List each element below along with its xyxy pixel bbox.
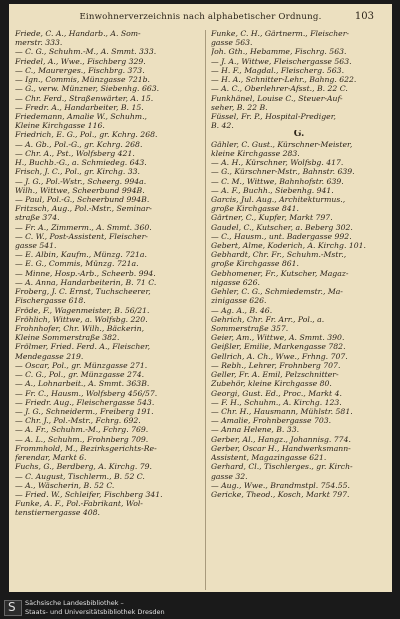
- entry-line: — Anna Helene, B. 33.: [211, 425, 300, 435]
- entry-line: Funke, A. F., Pol.-Fabrikant, Wol-: [15, 499, 143, 509]
- entry-line: — A. C., Oberlehrer-Afsst., B. 22 C.: [211, 84, 348, 94]
- entry-line: — Friedr. Aug., Fleischergasse 543.: [15, 397, 155, 407]
- entry-line: Fröhlich, Wittwe, a. Wolfsbg. 220.: [15, 314, 148, 324]
- section-heading: G.: [293, 130, 305, 140]
- entry-line: gasse 563.: [211, 38, 253, 48]
- entry-line: merstr. 333.: [15, 38, 63, 48]
- footer-line-2: Staats- und Universitätsbibliothek Dresden: [25, 608, 165, 616]
- entry-line: Füssel, Fr. P., Hospital-Prediger,: [211, 111, 336, 121]
- entry-line: — A. H., Kürschner, Wolfsbg. 417.: [211, 158, 344, 168]
- entry-line: nigasse 626.: [211, 277, 260, 287]
- entry-line: Georgi, Gust. Ed., Proc., Markt 4.: [211, 388, 342, 398]
- page-header: [9, 12, 392, 26]
- entry-line: seher, B. 22 B.: [211, 102, 268, 112]
- entry-line: — C., Hausm., unt. Badergasse 992.: [211, 231, 352, 241]
- page-number: 103: [354, 11, 374, 22]
- entry-line: Frommhold, M., Bezirksgerichts-Re-: [15, 443, 157, 453]
- entry-line: — F. H., Schuhm., A. Kirchg. 123.: [211, 397, 342, 407]
- entry-line: — A. L., Schuhm., Frohnberg 709.: [15, 434, 149, 444]
- entry-line: — C. M., Wittwe, Bahnhofstr. 639.: [211, 176, 344, 186]
- entry-line: — Fredr. A., Handarbeiter, B. 15.: [15, 102, 144, 112]
- entry-line: Gebhomener, Fr., Kutscher, Magaz-: [211, 268, 349, 278]
- entry-line: Kleine Sommerstraße 382.: [15, 333, 120, 343]
- entry-line: Gellrich, A. Ch., Wwe., Frhng. 707.: [211, 351, 348, 361]
- entry-line: — Oscar, Pol., gr. Münzgasse 271.: [15, 360, 148, 370]
- entry-line: tenstiernergasse 408.: [15, 508, 100, 518]
- entry-line: — Ign., Commis, Münzgasse 721b.: [15, 75, 151, 85]
- entry-line: Gebhardt, Chr. Fr., Schuhm.-Mstr.,: [211, 250, 347, 260]
- entry-line: Joh. Gth., Hebamme, Fischrg. 563.: [211, 47, 347, 57]
- entry-line: Gerber, Al., Hangz., Johannisg. 774.: [211, 434, 351, 444]
- right-column: [211, 29, 387, 592]
- entry-line: — C. G., Pol., gr. Münzgasse 274.: [15, 370, 145, 380]
- entry-line: — J. G., Schneiderm., Freiberg 191.: [15, 406, 154, 416]
- entry-line: — A. Anna, Handarbeiterin, B. 71 C.: [15, 277, 157, 287]
- entry-line: Garcis, Jul. Aug., Architekturmus.,: [211, 194, 346, 204]
- entry-line: Funke, C. H., Gärtnerm., Fleischer-: [211, 29, 349, 38]
- entry-line: — C. W., Post-Assistent, Fleischer-: [15, 231, 148, 241]
- entry-line: — Fried. W., Schleifer, Fischberg 341.: [15, 489, 163, 499]
- entry-line: Wilh., Wittwe, Scheerbund 994B.: [15, 185, 145, 195]
- entry-line: — H. A., Schnitter-Lehr., Bahng. 622.: [211, 75, 357, 85]
- entry-line: — A., Wäscherin, B. 52 C.: [15, 480, 115, 490]
- entry-line: Friedemann, Amalie W., Schuhm.,: [15, 111, 147, 121]
- entry-line: Fritzsch, Aug., Pol.-Mstr., Seminar-: [15, 204, 152, 214]
- entry-line: — Chr. A., Pst., Wolfsberg 421.: [15, 148, 135, 158]
- entry-line: Zubehör, kleine Kirchgasse 80.: [211, 379, 332, 389]
- entry-line: — Chr. Ferd., Straßenwärter, A. 15.: [15, 93, 154, 103]
- entry-line: — Minne, Hosp.-Arb., Scheerb. 994.: [15, 268, 156, 278]
- entry-line: — J. G., Pol.-Wstr., Scheerg. 994a.: [15, 176, 147, 186]
- entry-line: — H. F., Magdal., Fleischerg. 563.: [211, 65, 345, 75]
- entry-line: Funkhänel, Louise C., Steuer-Auf-: [211, 93, 343, 103]
- entry-line: Gehrich, Chr. Fr. Arr., Pol., a.: [211, 314, 325, 324]
- entry-line: zinigasse 626.: [211, 296, 267, 306]
- entry-line: Gerber, Oscar H., Handwerksmann-: [211, 443, 351, 453]
- footer-line-1: Sächsische Landesbibliothek –: [25, 599, 124, 607]
- entry-line: große Kirchgasse 841.: [211, 204, 299, 214]
- entry-line: — E. G., Commis, Münzg. 721a.: [15, 259, 139, 269]
- entry-line: Friedrich, E. G., Pol., gr. Kchrg. 268.: [15, 130, 158, 140]
- entry-line: — J. A., Wittwe, Fleischergasse 563.: [211, 56, 352, 66]
- entry-line: Gärtner, C., Kupfer, Markt 797.: [211, 213, 333, 223]
- entry-line: — A. Fr., Schuhm.-M., Fchrg. 769.: [15, 425, 149, 435]
- entry-line: — G., verw. Münzner, Siebenhg. 663.: [15, 84, 160, 94]
- entry-line: — C., Maurerges., Fischbrg. 373.: [15, 65, 145, 75]
- entry-line: Gaudel, C., Kutscher, a. Beberg 302.: [211, 222, 353, 232]
- entry-line: ferendar, Markt 6.: [15, 453, 87, 463]
- entry-line: Friedel, A., Wwe., Fischberg 329.: [15, 56, 146, 66]
- entry-line: H., Buchb.-G., a. Schmiedeg. 643.: [15, 158, 147, 168]
- entry-line: große Kirchgasse 861.: [211, 259, 299, 269]
- entry-line: Assistent, Magazingasse 621.: [211, 453, 327, 463]
- entry-line: — C. G., Schuhm.-M., A. Smmt. 333.: [15, 47, 157, 57]
- left-column: [15, 29, 191, 592]
- header-title: Einwohnerverzeichnis nach alphabetischer Ordnung.: [79, 12, 322, 22]
- entry-line: — G., Kürschner-Mstr., Bahnstr. 639.: [211, 167, 355, 177]
- entry-line: Froberg, J. C. Ernst, Tuchscheerer,: [15, 287, 151, 297]
- entry-line: Kleine Kirchgasse 116.: [15, 121, 105, 131]
- entry-line: — Paul, Pol.-G., Scheerbund 994B.: [15, 194, 150, 204]
- entry-line: B. 42.: [211, 121, 234, 131]
- entry-line: Frölmer, Fried. Ferd. A., Fleischer,: [15, 342, 151, 352]
- entry-line: gasse 32.: [211, 471, 248, 481]
- entry-line: Gebert, Alme, Koderich, A. Kirchg. 101.: [211, 241, 366, 251]
- entry-line: — Fr. A., Zimmerm., A. Smmt. 360.: [15, 222, 152, 232]
- entry-line: kleine Kirchgasse 283.: [211, 148, 300, 158]
- entry-line: Mendegasse 219.: [15, 351, 84, 361]
- entry-line: — Chr. J., Pol.-Mstr., Fchrg. 692.: [15, 416, 141, 426]
- entry-line: Geißler, Emilie, Markengasse 782.: [211, 342, 346, 352]
- entry-line: — A. F., Buchh., Siebenhg. 941.: [211, 185, 334, 195]
- entry-line: Gericke, Theod., Kosch, Markt 797.: [211, 489, 350, 499]
- entry-line: Geier, Am., Wittwe, A. Smmt. 390.: [211, 333, 345, 343]
- entry-line: — E. Albin, Kaufm., Münzg. 721a.: [15, 250, 147, 260]
- footer-bar: [0, 597, 400, 619]
- entry-line: Fröde, F., Wagenmeister, B. 56/21.: [15, 305, 150, 315]
- entry-line: Frohnhofer, Chr. Wilh., Bäckerin,: [15, 324, 145, 333]
- entry-line: — Fr. C., Hausm., Wolfsberg 456/57.: [15, 388, 158, 398]
- entry-line: Frisch, J. C., Pol., gr. Kirchg. 33.: [15, 167, 140, 177]
- document-page: [9, 4, 392, 592]
- entry-line: Fuchs, G., Berdberg, A. Kirchg. 79.: [15, 462, 152, 472]
- entry-line: — C. August, Tischlerm., B. 52 C.: [15, 471, 145, 481]
- entry-line: — A. Gb., Pol.-G., gr. Kchrg. 268.: [15, 139, 143, 149]
- entry-line: Gehler, C. G., Schmiedemstr., Ma-: [211, 287, 343, 297]
- entry-line: Gerhard, Cl., Tischlerges., gr. Kirch-: [211, 462, 353, 472]
- entry-line: Sommerstraße 357.: [211, 324, 289, 333]
- entry-line: Fischergasse 618.: [15, 296, 86, 306]
- entry-line: — Chr. H., Hausmann, Mühlstr. 581.: [211, 406, 353, 416]
- entry-line: — Amalie, Frohnbergasse 703.: [211, 416, 332, 426]
- library-logo-icon: S: [4, 600, 22, 616]
- entry-line: Friede, C. A., Handarb., A. Som-: [15, 29, 141, 38]
- entry-line: — Aug., Wwe., Brandmstpl. 754.55.: [211, 480, 350, 490]
- entry-line: straße 374.: [15, 213, 60, 223]
- entry-line: — Ag. A., B. 46.: [211, 305, 273, 315]
- entry-line: gasse 541.: [15, 241, 57, 251]
- entry-line: — Rebh., Lehrer, Frohnberg 707.: [211, 360, 341, 370]
- entry-line: Gähler, C. Gust., Kürschner-Meister,: [211, 139, 353, 149]
- entry-line: — A., Lohnarbeit., A. Smmt. 363B.: [15, 379, 150, 389]
- column-divider: [205, 30, 206, 590]
- entry-line: Geller, Fr. A. Emil, Pelzschnitter-: [211, 370, 339, 380]
